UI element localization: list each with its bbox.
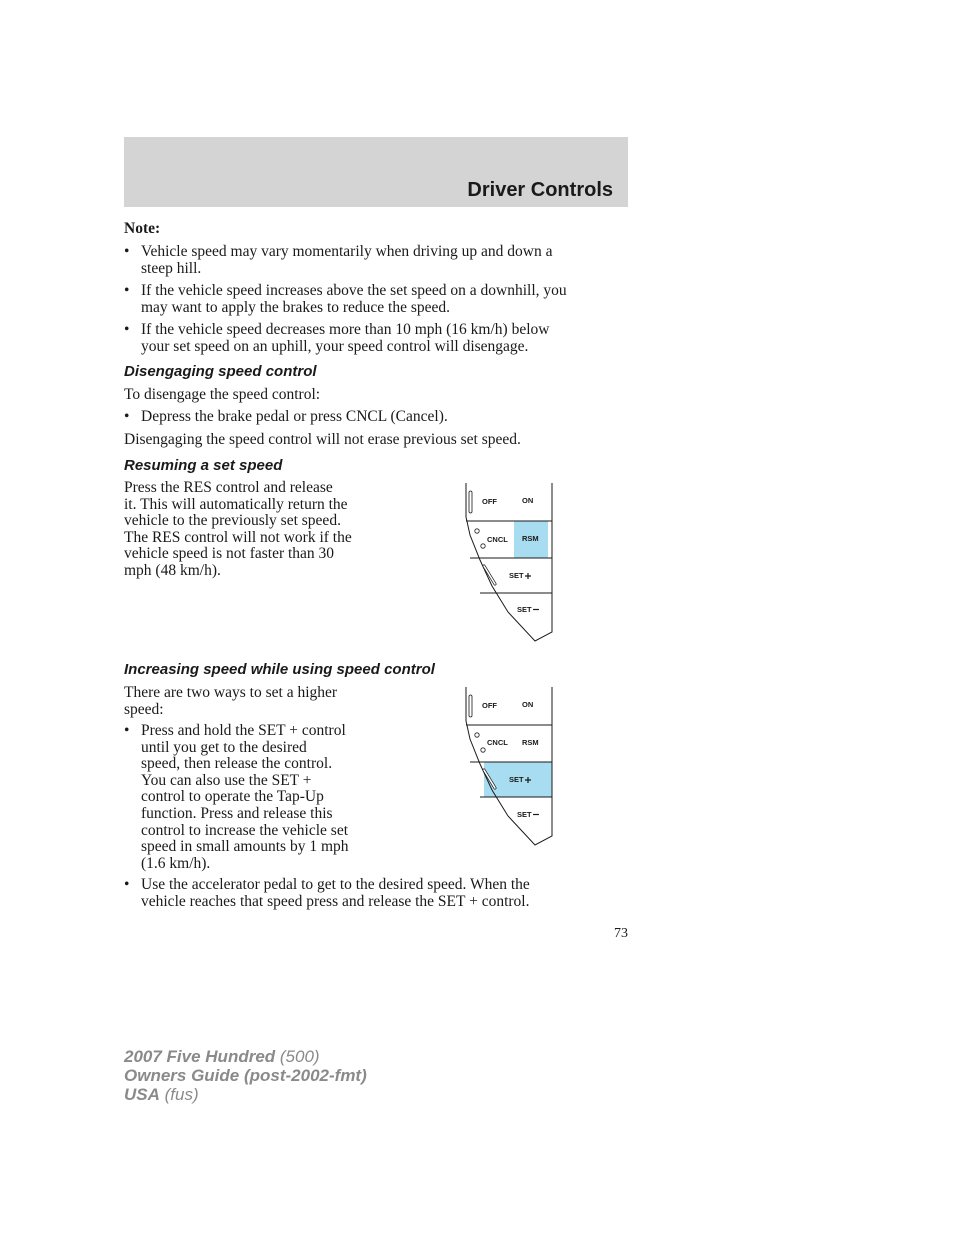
note-bullet-line: If the vehicle speed increases above the set speed on a downhill, you — [141, 282, 567, 299]
speed-control-diagram-rsm — [460, 480, 560, 645]
note-label: Note: — [124, 220, 161, 237]
increasing-bullet-line: vehicle reaches that speed press and release the SET + control. — [141, 892, 530, 910]
increasing-bullet-line: until you get to the desired — [141, 738, 307, 756]
resuming-line: vehicle to the previously set speed. — [124, 512, 341, 530]
resuming-line: it. This will automatically return the — [124, 495, 348, 513]
note-bullet-line: steep hill. — [141, 259, 202, 277]
resuming-line: vehicle speed is not faster than 30 — [124, 545, 335, 563]
bullet-glyph: • — [124, 321, 130, 338]
note-bullet — [124, 283, 624, 317]
disengaging-heading: Disengaging speed control — [124, 363, 317, 380]
bullet-glyph: • — [124, 408, 130, 425]
increasing-bullet — [124, 723, 384, 875]
increasing-bullet-line: control to operate the Tap-Up — [141, 788, 324, 806]
increasing-heading: Increasing speed while using speed control — [124, 661, 435, 678]
note-bullet-line: may want to apply the brakes to reduce the speed. — [141, 298, 451, 316]
note-bullet-line: If the vehicle speed decreases more than 10 mph (16 km/h) below — [141, 321, 550, 338]
page-number: 73 — [614, 926, 628, 941]
note-bullet — [124, 322, 624, 356]
indicator-circle — [475, 733, 479, 737]
footer-line-1 — [124, 1047, 367, 1066]
set-plus-label: SET — [509, 571, 524, 580]
bullet-glyph: • — [124, 282, 130, 299]
off-switch-slot — [469, 491, 472, 513]
footer-line-3 — [124, 1085, 367, 1104]
increasing-intro-line: There are two ways to set a higher — [124, 684, 338, 701]
increasing-bullet-line: Use the accelerator pedal to get to the desired speed. When the — [141, 876, 530, 893]
disengaging-intro: To disengage the speed control: — [124, 386, 321, 403]
increasing-bullet-line: speed in small amounts by 1 mph — [141, 838, 349, 856]
header-band — [124, 137, 628, 207]
document-footer — [124, 1047, 367, 1104]
rsm-label: RSM — [522, 534, 539, 543]
cncl-label: CNCL — [487, 535, 508, 544]
increasing-bullet-line: function. Press and release this — [141, 804, 333, 822]
section-title: Driver Controls — [467, 179, 613, 201]
resuming-paragraph — [124, 480, 384, 580]
note-bullet — [124, 244, 624, 278]
footer-model: 2007 Five Hundred — [124, 1047, 276, 1066]
increasing-bullet-line: control to increase the vehicle set — [141, 821, 349, 839]
resuming-line: Press the RES control and release — [124, 479, 333, 496]
bullet-glyph: • — [124, 243, 130, 260]
increasing-bullet-line: Press and hold the SET + control — [141, 722, 346, 739]
increasing-bullet-line: You can also use the SET + — [141, 771, 312, 789]
on-label: ON — [522, 700, 534, 709]
off-label: OFF — [482, 701, 497, 710]
increasing-bullet-line: (1.6 km/h). — [141, 854, 211, 872]
increasing-bullet-line: speed, then release the control. — [141, 755, 333, 773]
bullet-glyph: • — [124, 722, 130, 739]
resuming-line: The RES control will not work if the — [124, 528, 352, 546]
bullet-glyph: • — [124, 876, 130, 893]
plus-icon — [525, 573, 531, 579]
disengaging-bullet-text: Depress the brake pedal or press CNCL (Cancel). — [141, 408, 448, 425]
footer-model-code: (500) — [275, 1047, 320, 1066]
disengaging-after: Disengaging the speed control will not erase previous set speed. — [124, 431, 521, 448]
note-bullet-line: your set speed on an uphill, your speed control will disengage. — [141, 337, 529, 355]
control-outline — [466, 483, 552, 641]
cncl-label: CNCL — [487, 738, 508, 747]
increasing-intro — [124, 685, 384, 718]
set-minus-label: SET — [517, 605, 532, 614]
indicator-circle — [475, 529, 479, 533]
resuming-heading: Resuming a set speed — [124, 457, 283, 474]
note-bullet-line: Vehicle speed may vary momentarily when driving up and down a — [141, 243, 553, 260]
resuming-line: mph (48 km/h). — [124, 561, 221, 579]
rsm-label: RSM — [522, 738, 539, 747]
increasing-bullet — [124, 877, 624, 911]
indicator-circle — [481, 748, 485, 752]
footer-market-code: (fus) — [159, 1085, 199, 1104]
disengaging-bullet — [124, 409, 624, 427]
set-plus-label: SET — [509, 775, 524, 784]
off-label: OFF — [482, 497, 497, 506]
indicator-circle — [481, 544, 485, 548]
on-label: ON — [522, 496, 534, 505]
increasing-intro-line: speed: — [124, 700, 164, 718]
speed-control-diagram-set-plus — [460, 684, 560, 849]
set-minus-label: SET — [517, 810, 532, 819]
off-switch-slot — [469, 695, 472, 717]
footer-market: USA — [124, 1085, 160, 1104]
footer-line-2: Owners Guide (post-2002-fmt) — [124, 1066, 367, 1085]
